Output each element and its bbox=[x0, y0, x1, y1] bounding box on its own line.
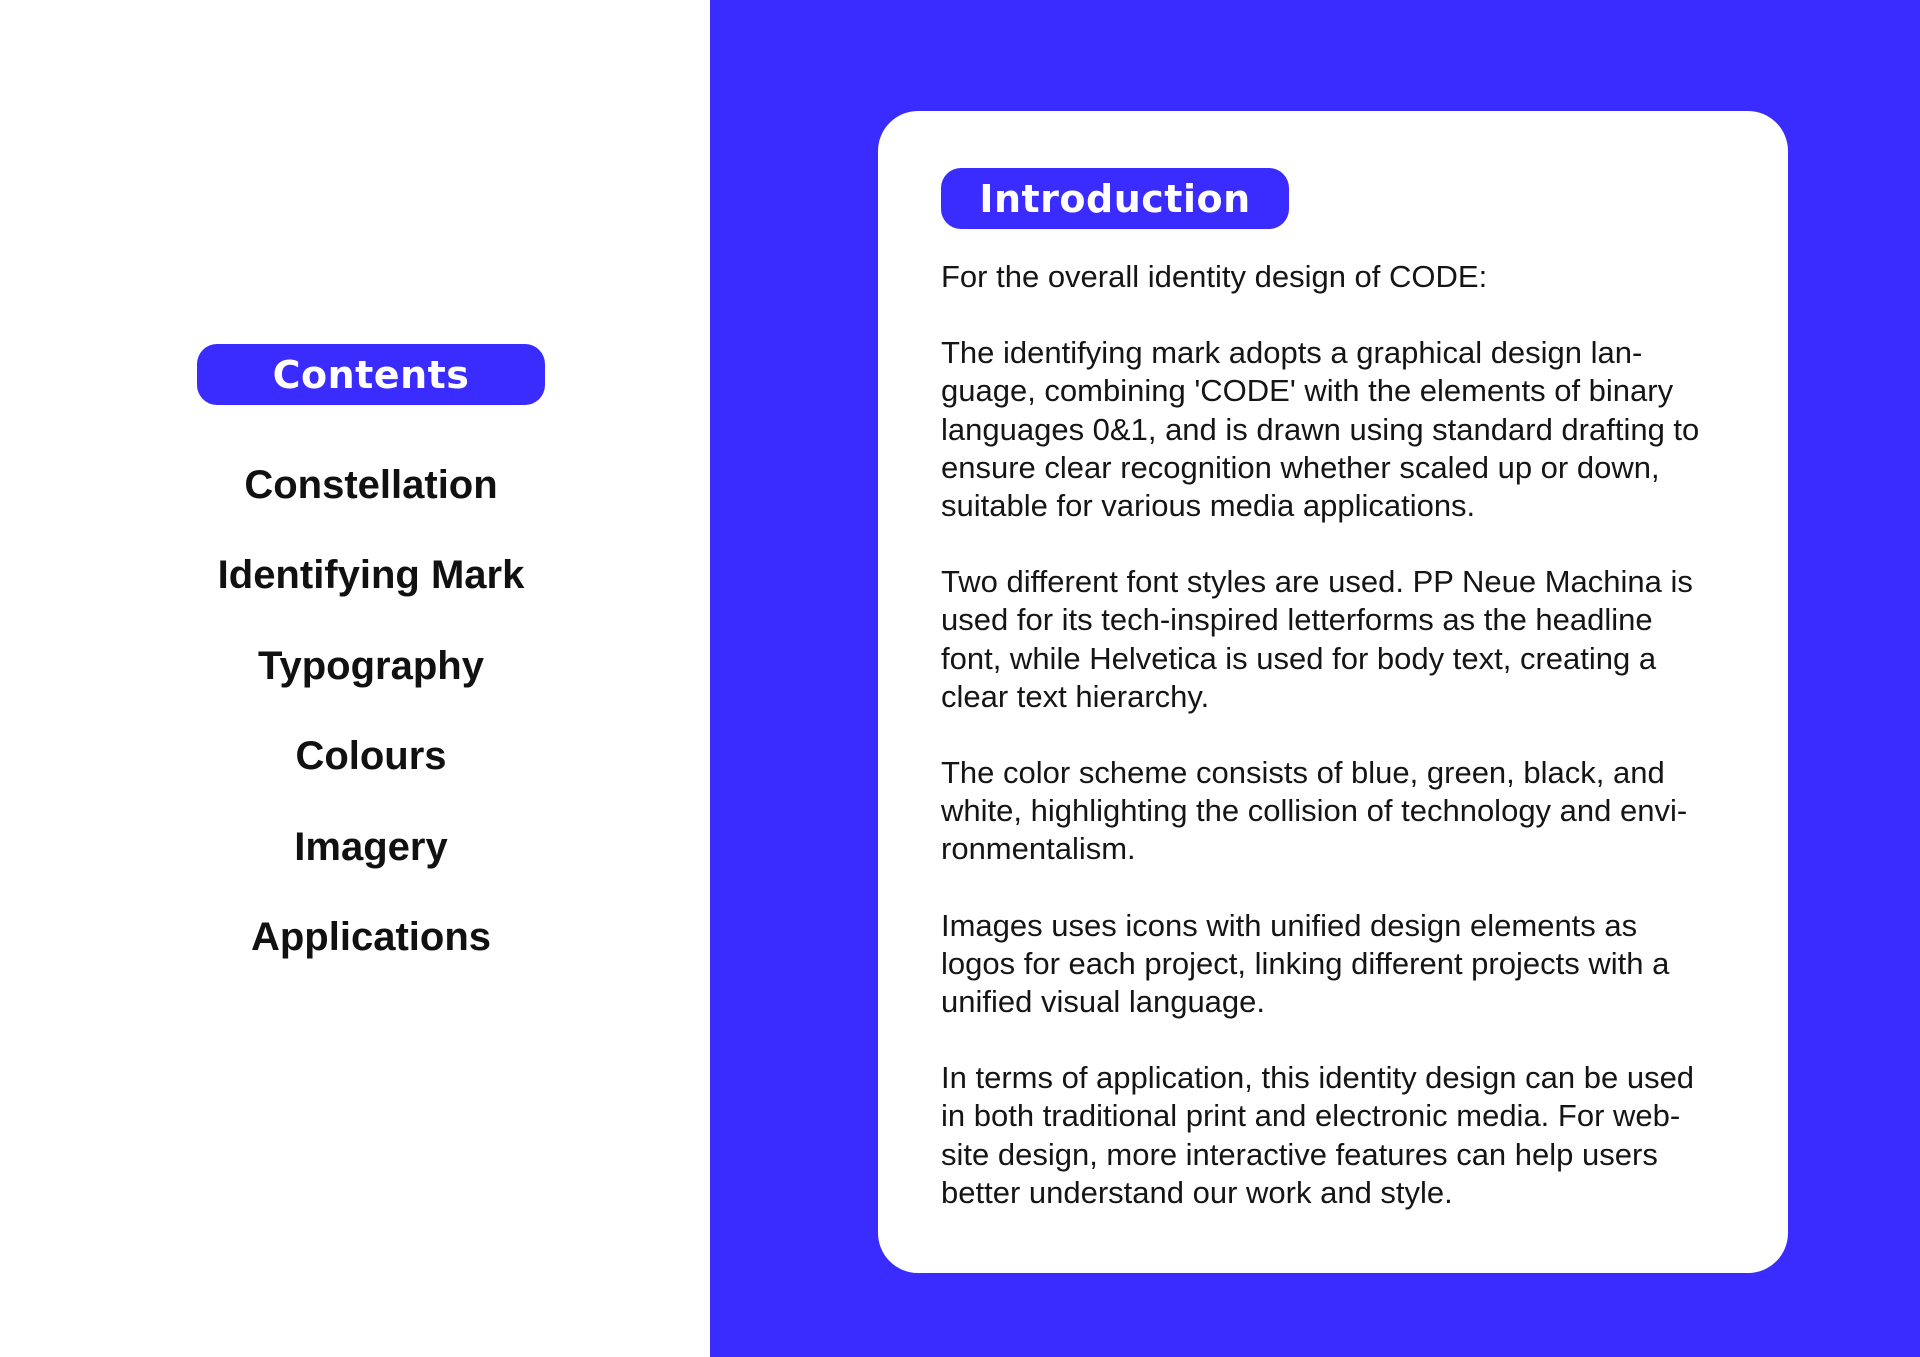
contents-item-applications[interactable]: Applications bbox=[250, 915, 492, 960]
intro-paragraph-colours: The color scheme consists of blue, green, black, and white, highlighting the collision of technology and envi- ronmentalism. bbox=[941, 755, 1688, 867]
intro-paragraph-imagery: Images uses icons with unified design elements as logos for each project, linking different projects with a unified visual language. bbox=[941, 907, 1670, 1020]
contents-item-imagery[interactable]: Imagery bbox=[294, 824, 448, 869]
contents-item-constellation[interactable]: Constellation bbox=[244, 462, 498, 507]
intro-paragraph-typography: Two different font styles are used. PP Neue Machina is used for its tech-inspired letterforms as the headline font, while Helvetica is used for body text, creating a clear text hierarchy. bbox=[941, 564, 1693, 714]
intro-paragraph-applications: In terms of application, this identity design can be used in both traditional print and electronic media. For web- site design, more interactive features can help users better understand our work and style. bbox=[941, 1060, 1695, 1210]
contents-item-colours[interactable]: Colours bbox=[295, 734, 447, 779]
intro-paragraph-overview: For the overall identity design of CODE: bbox=[941, 259, 1488, 294]
intro-paragraph-identifying-mark: The identifying mark adopts a graphical design lan- guage, combining 'CODE' with the elements of binary languages 0&1, and is drawn using standard drafting to ensure clear recognition whether scaled up or down, suitable for various media applications. bbox=[941, 335, 1700, 524]
introduction-heading: Introduction bbox=[941, 168, 1289, 229]
introduction-card bbox=[878, 111, 1788, 1273]
contents-item-identifying-mark[interactable]: Identifying Mark bbox=[217, 553, 525, 598]
contents-heading: Contents bbox=[197, 344, 545, 405]
contents-item-typography[interactable]: Typography bbox=[258, 643, 484, 688]
introduction-body bbox=[941, 258, 1761, 1250]
contents-list bbox=[0, 440, 742, 983]
